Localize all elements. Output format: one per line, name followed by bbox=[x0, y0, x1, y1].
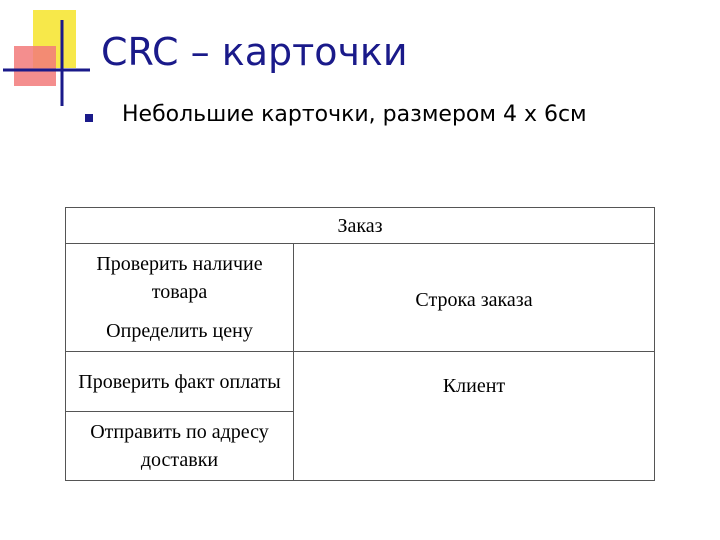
crc-class-name bbox=[66, 208, 654, 244]
responsibility-cell bbox=[68, 315, 291, 347]
decoration-red-square bbox=[14, 46, 56, 86]
collaborator-cell bbox=[296, 280, 652, 320]
responsibility-cell bbox=[68, 246, 291, 310]
responsibility-divider bbox=[66, 411, 293, 412]
bullet-text: Небольшие карточки, размером 4 х 6см bbox=[122, 102, 587, 127]
responsibility-text: Отправить по адресу доставки bbox=[90, 421, 269, 471]
collaborator-cell bbox=[296, 366, 652, 406]
column-divider bbox=[293, 244, 294, 480]
row-divider bbox=[66, 351, 654, 352]
responsibility-text: Определить цену bbox=[106, 320, 253, 342]
crc-card-table bbox=[65, 207, 655, 481]
bullet-square-icon bbox=[85, 114, 93, 122]
collaborator-text: Строка заказа bbox=[415, 289, 533, 311]
responsibility-cell bbox=[68, 354, 291, 410]
responsibility-cell bbox=[66, 414, 293, 478]
responsibility-text: Проверить наличие товара bbox=[96, 253, 263, 303]
slide-title: CRC – карточки bbox=[101, 30, 408, 74]
title-decoration-icon bbox=[0, 0, 90, 110]
collaborator-text: Клиент bbox=[442, 375, 506, 397]
responsibility-text: Проверить факт оплаты bbox=[78, 371, 281, 393]
crc-class-name-text: Заказ bbox=[337, 215, 383, 237]
